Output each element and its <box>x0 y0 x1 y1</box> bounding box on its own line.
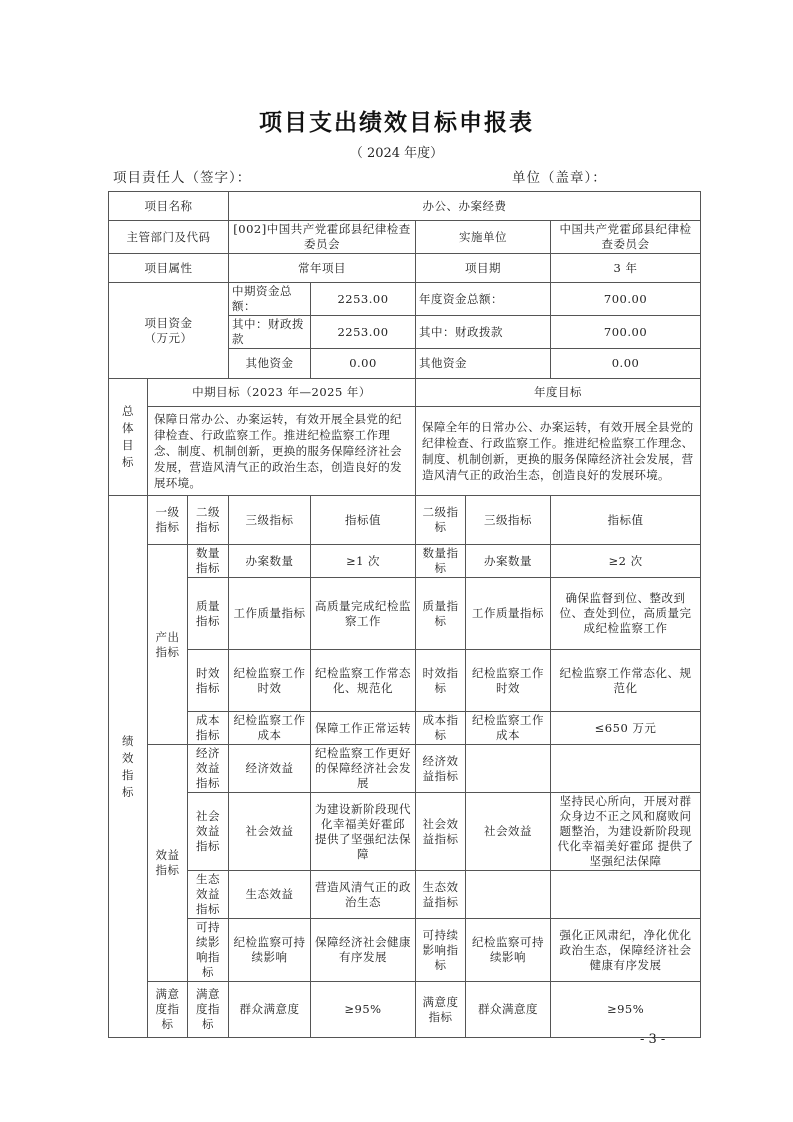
responsible-signature-label: 项目责任人（签字）： <box>113 170 252 186</box>
funds-label-line1: 项目资金 <box>144 315 193 330</box>
indicator-l2-year: 满意度指标 <box>416 982 466 1038</box>
indicator-value: 保障工作正常运转 <box>311 712 416 745</box>
mid-goal-header: 中期目标（2023 年—2025 年） <box>148 379 416 407</box>
header-value: 指标值 <box>311 496 416 545</box>
indicator-row <box>109 712 701 745</box>
indicator-value-year: 坚持民心所向，开展对群众身边不正之风和腐败问题整治，为建设新阶段现代化幸福美好霍邱 提供了坚强纪法保障 <box>551 793 701 871</box>
row-goal-headers <box>109 379 701 407</box>
indicator-value-year: ≤650 万元 <box>551 712 701 745</box>
indicator-l3: 工作质量指标 <box>229 578 311 650</box>
dept-value: [002]中国共产党霍邱县纪律检查委员会 <box>229 221 416 254</box>
indicator-l3-year: 社会效益 <box>466 793 551 871</box>
group-satisfaction: 满意度指标 <box>148 982 188 1038</box>
header-level2: 二级指标 <box>188 496 229 545</box>
indicator-l3: 社会效益 <box>229 793 311 871</box>
indicator-l3-year <box>466 745 551 793</box>
indicator-row <box>109 545 701 578</box>
year-goal-text: 保障全年的日常办公、办案运转，有效开展全县党的纪律检查、行政监察工作。推进纪检监察工作理念、制度、机制创新，更换的服务保障经济社会发展，营造风清气正的政治生态，创造良好的发展环境。 <box>416 407 701 496</box>
year-other-value: 0.00 <box>551 349 701 379</box>
indicator-l2: 生态效益指标 <box>188 871 229 919</box>
mid-other-value: 0.00 <box>311 349 416 379</box>
indicator-l3: 群众满意度 <box>229 982 311 1038</box>
indicator-value-year: 纪检监察工作常态化、规范化 <box>551 650 701 712</box>
indicator-l2: 成本指标 <box>188 712 229 745</box>
indicator-l2-year: 时效指标 <box>416 650 466 712</box>
overall-goal-label: 总体目标 <box>109 379 148 496</box>
indicator-value: ≥95% <box>311 982 416 1038</box>
mid-total-label: 中期资金总额： <box>229 283 311 316</box>
indicator-l2: 时效指标 <box>188 650 229 712</box>
indicator-l3: 经济效益 <box>229 745 311 793</box>
indicator-value: 高质量完成纪检监察工作 <box>311 578 416 650</box>
header-level3: 三级指标 <box>229 496 311 545</box>
indicator-l3: 纪检监察工作成本 <box>229 712 311 745</box>
impl-unit-label: 实施单位 <box>416 221 551 254</box>
row-dept <box>109 221 701 254</box>
project-period-value: 3 年 <box>551 254 701 283</box>
funds-label-line2: （万元） <box>144 330 193 345</box>
indicator-value: 保障经济社会健康有序发展 <box>311 919 416 982</box>
mid-other-label: 其他资金 <box>229 349 311 379</box>
indicator-row <box>109 578 701 650</box>
header-value-year: 指标值 <box>551 496 701 545</box>
indicator-value-year: 确保监督到位、整改到位、查处到位，高质量完成纪检监察工作 <box>551 578 701 650</box>
indicator-l3: 纪检监察工作时效 <box>229 650 311 712</box>
indicator-value: ≥1 次 <box>311 545 416 578</box>
indicator-l3: 办案数量 <box>229 545 311 578</box>
indicator-l2-year: 可持续影响指标 <box>416 919 466 982</box>
indicator-l2: 质量指标 <box>188 578 229 650</box>
year-total-value: 700.00 <box>551 283 701 316</box>
indicator-l2: 数量指标 <box>188 545 229 578</box>
indicator-l2: 满意度指标 <box>188 982 229 1038</box>
header-level3-year: 三级指标 <box>466 496 551 545</box>
row-goal-text <box>109 407 701 496</box>
row-indicator-headers <box>109 496 701 545</box>
indicator-l2: 可持续影响指标 <box>188 919 229 982</box>
project-period-label: 项目期 <box>416 254 551 283</box>
funds-label <box>109 283 229 379</box>
indicator-l2-year: 社会效益指标 <box>416 793 466 871</box>
row-funds-total <box>109 283 701 316</box>
project-attr-label: 项目属性 <box>109 254 229 283</box>
indicator-row <box>109 982 701 1038</box>
year-other-label: 其他资金 <box>416 349 551 379</box>
mid-goal-text: 保障日常办公、办案运转，有效开展全县党的纪律检查、行政监察工作。推进纪检监察工作理念、制度、机制创新，更换的服务保障经济社会发展，营造风清气正的政治生态，创造良好的发展环境。 <box>148 407 416 496</box>
group-benefit: 效益指标 <box>148 745 188 982</box>
impl-unit-value: 中国共产党霍邱县纪律检查委员会 <box>551 221 701 254</box>
indicator-row <box>109 745 701 793</box>
indicator-l3-year <box>466 871 551 919</box>
mid-fiscal-label: 其中：财政拨款 <box>229 316 311 349</box>
indicator-l2: 经济效益指标 <box>188 745 229 793</box>
group-output: 产出指标 <box>148 545 188 745</box>
page-number: - 3 - <box>640 1032 666 1047</box>
indicator-l2-year: 成本指标 <box>416 712 466 745</box>
year-goal-header: 年度目标 <box>416 379 701 407</box>
indicator-value: 纪检监察工作常态化、规范化 <box>311 650 416 712</box>
indicator-l3-year: 工作质量指标 <box>466 578 551 650</box>
indicator-row <box>109 871 701 919</box>
performance-goal-form <box>108 191 701 1038</box>
year-total-label: 年度资金总额： <box>416 283 551 316</box>
year-fiscal-label: 其中：财政拨款 <box>416 316 551 349</box>
header-level2-year: 二级指标 <box>416 496 466 545</box>
row-project-name <box>109 192 701 221</box>
indicator-row <box>109 793 701 871</box>
dept-label: 主管部门及代码 <box>109 221 229 254</box>
year-line: （ 2024 年度） <box>349 146 444 161</box>
indicator-value-year <box>551 745 701 793</box>
project-name-value: 办公、办案经费 <box>229 192 701 221</box>
indicator-value-year: ≥2 次 <box>551 545 701 578</box>
indicator-l3: 生态效益 <box>229 871 311 919</box>
indicator-l2: 社会效益指标 <box>188 793 229 871</box>
project-name-label: 项目名称 <box>109 192 229 221</box>
indicator-value-year: 强化正风肃纪，净化优化政治生态，保障经济社会健康有序发展 <box>551 919 701 982</box>
indicator-l2-year: 数量指标 <box>416 545 466 578</box>
indicator-l2-year: 生态效益指标 <box>416 871 466 919</box>
page-title: 项目支出绩效目标申报表 <box>259 110 534 136</box>
indicator-row <box>109 650 701 712</box>
indicator-value-year: ≥95% <box>551 982 701 1038</box>
performance-label: 绩效指标 <box>109 496 148 1038</box>
row-attr <box>109 254 701 283</box>
mid-total-value: 2253.00 <box>311 283 416 316</box>
indicator-value: 纪检监察工作更好的保障经济社会发展 <box>311 745 416 793</box>
indicator-l2-year: 质量指标 <box>416 578 466 650</box>
indicator-l3: 纪检监察可持续影响 <box>229 919 311 982</box>
indicator-value: 营造风清气正的政治生态 <box>311 871 416 919</box>
indicator-l2-year: 经济效益指标 <box>416 745 466 793</box>
year-fiscal-value: 700.00 <box>551 316 701 349</box>
indicator-l3-year: 纪检监察工作时效 <box>466 650 551 712</box>
unit-seal-label: 单位（盖章）： <box>512 170 607 186</box>
project-attr-value: 常年项目 <box>229 254 416 283</box>
indicator-value-year <box>551 871 701 919</box>
indicator-row <box>109 919 701 982</box>
header-level1: 一级指标 <box>148 496 188 545</box>
mid-fiscal-value: 2253.00 <box>311 316 416 349</box>
indicator-value: 为建设新阶段现代化幸福美好霍邱 提供了坚强纪法保障 <box>311 793 416 871</box>
indicator-l3-year: 群众满意度 <box>466 982 551 1038</box>
indicator-l3-year: 办案数量 <box>466 545 551 578</box>
indicator-l3-year: 纪检监察工作成本 <box>466 712 551 745</box>
indicator-l3-year: 纪检监察可持续影响 <box>466 919 551 982</box>
